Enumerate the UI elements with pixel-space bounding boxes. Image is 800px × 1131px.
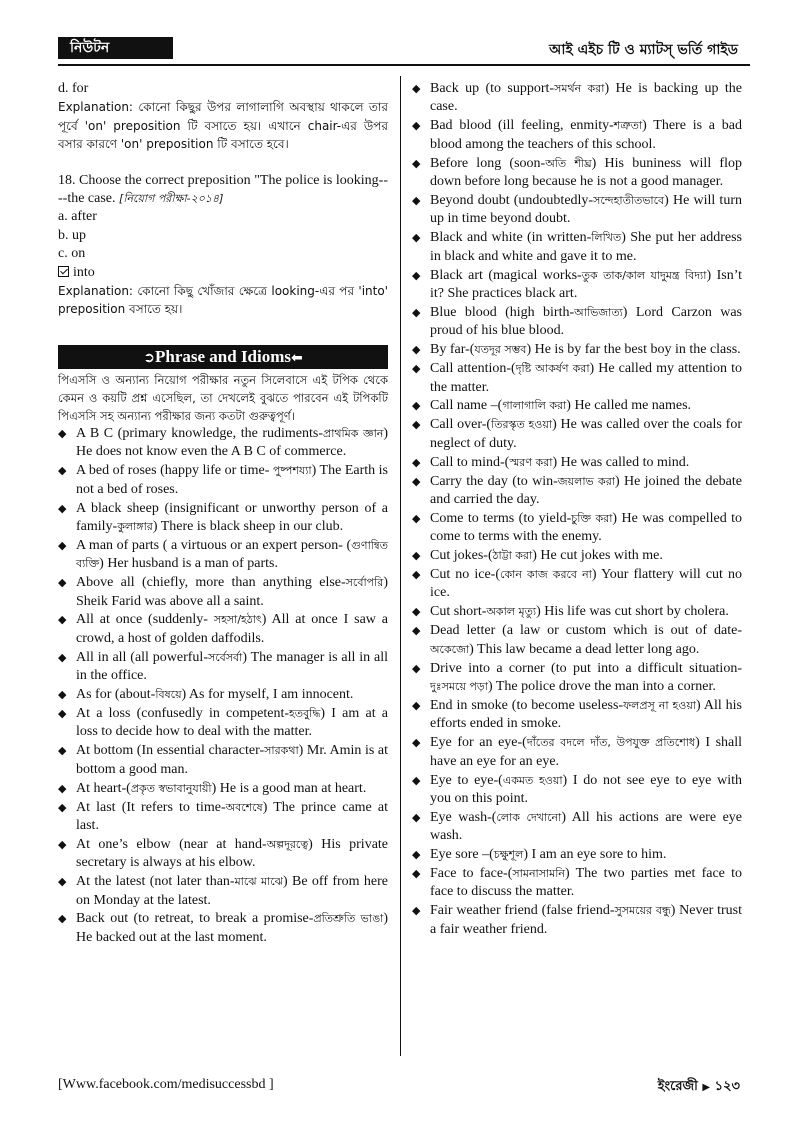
idiom-item: ◆ At one’s elbow (near at hand-অল্পদূরত্বে) His private secretary is always at his elbow. <box>58 836 389 871</box>
q18-explanation: Explanation: কোনো কিছু খোঁজার ক্ষেত্রে looking-এর পর 'into' preposition বসাতে হয়। <box>58 284 388 317</box>
q17-answer: d. for <box>58 81 89 96</box>
idiom-item: ◆ Eye sore –(চক্ষুশূল) I am an eye sore to him. <box>412 846 742 864</box>
question-17-block <box>58 80 388 154</box>
diamond-bullet-icon: ◆ <box>58 781 67 795</box>
section-title: Phrase and Idioms <box>154 346 292 366</box>
idiom-item: ◆ A black sheep (insignificant or unworthy person of a family-কুলাঙ্গার) There is black sheep in our club. <box>58 500 388 534</box>
idiom-item: ◆ At a loss (confusedly in competent-হতবুদ্ধি) I am at a loss to decide how to deal with the matter. <box>58 705 389 740</box>
idiom-item: ◆ Fair weather friend (false friend-সুসময়ের বন্ধু) Never trust a fair weather friend. <box>412 903 742 937</box>
idiom-item: ◆ Call to mind-(স্মরণ করা) He was called to mind. <box>412 454 742 472</box>
question-18-block <box>58 172 388 319</box>
diamond-bullet-icon: ◆ <box>58 426 67 440</box>
idiom-item: ◆ Drive into a corner (to put into a difficult situation-দুঃসময়ে পড়া) The police drove the man into a corner. <box>412 660 742 694</box>
diamond-bullet-icon: ◆ <box>412 698 421 712</box>
diamond-bullet-icon: ◆ <box>58 613 67 627</box>
idiom-item: ◆ Cut jokes-(ঠাট্টা করা) He cut jokes with me. <box>412 547 742 565</box>
q18-option-d <box>58 264 388 282</box>
header-guide-title: আই এইচ টি ও ম্যাটস্ ভর্তি গাইড <box>549 42 738 58</box>
idiom-item: ◆ Face to face-(সামনাসামনি) The two parties met face to face to discuss the matter. <box>412 866 742 900</box>
q18-source: [নিয়োগ পরীক্ষা-২০১৪] <box>119 192 224 206</box>
section-intro: পিএসসি ও অন্যান্য নিয়োগ পরীক্ষার নতুন সিলেবাসে এই টপিক থেকে কেমন ও কয়টি প্রশ্ন এসেছিল, তা দেখলেই বুঝতে পারবেন এই টপিকটি পিএসসি সহ অন্যান্য পরীক্ষার জন্য কতটা গুরুত্বপূর্ণ। <box>58 372 388 423</box>
diamond-bullet-icon: ◆ <box>412 773 421 787</box>
idiom-item: ◆ Cut short-অকাল মৃত্যু) His life was cut short by cholera. <box>412 603 742 621</box>
diamond-bullet-icon: ◆ <box>58 464 67 478</box>
diamond-bullet-icon: ◆ <box>412 156 421 170</box>
idiom-item: ◆ At the latest (not later than-মাঝে মাঝে) Be off from here on Monday at the latest. <box>58 874 388 908</box>
idiom-list-right <box>412 80 742 939</box>
q18-question <box>58 172 388 209</box>
diamond-bullet-icon: ◆ <box>58 744 67 758</box>
idiom-item: ◆ All in all (all powerful-সর্বেসর্বা) The manager is all in all in the office. <box>58 649 388 684</box>
idiom-item: ◆ Call over-(তিরস্কৃত হওয়া) He was called over the coals for neglect of duty. <box>412 417 742 451</box>
q18-question-text: 18. Choose the correct preposition "The police is looking----the case. <box>58 172 388 207</box>
diamond-bullet-icon: ◆ <box>412 455 421 469</box>
diamond-bullet-icon: ◆ <box>412 343 421 357</box>
diamond-bullet-icon: ◆ <box>412 231 421 245</box>
diamond-bullet-icon: ◆ <box>58 800 67 814</box>
header-divider <box>58 64 750 66</box>
diamond-bullet-icon: ◆ <box>58 501 67 515</box>
diamond-bullet-icon: ◆ <box>412 399 421 413</box>
column-divider <box>400 76 401 1056</box>
idiom-item: ◆ Beyond doubt (undoubtedly-সন্দেহাতীতভাবে) He will turn up in time beyond doubt. <box>412 192 742 227</box>
idiom-item: ◆ All at once (suddenly- সহসা/হঠাৎ) All at once I saw a crowd, a host of golden daffodils. <box>58 612 389 646</box>
diamond-bullet-icon: ◆ <box>412 119 421 133</box>
idiom-item: ◆ At bottom (In essential character-সারকথা) Mr. Amin is at bottom a good man. <box>58 743 388 777</box>
arrow-left-icon: ⬅ <box>291 349 303 366</box>
diamond-bullet-icon: ◆ <box>412 193 421 207</box>
q18-option-a: a. after <box>58 209 97 225</box>
diamond-bullet-icon: ◆ <box>58 875 67 889</box>
idiom-list-left <box>58 425 388 947</box>
idiom-item: ◆ Carry the day (to win-জয়লাভ করা) He joined the debate and carried the day. <box>412 473 742 507</box>
diamond-bullet-icon: ◆ <box>58 912 67 926</box>
arrow-right-icon: ➲ <box>143 349 155 366</box>
idiom-item: ◆ Cut no ice-(কোন কাজ করবে না) Your flattery will cut no ice. <box>412 567 742 601</box>
left-column <box>58 80 388 948</box>
idiom-item: ◆ At heart-(প্রকৃত স্বভাবানুযায়ী) He is a good man at heart. <box>58 780 388 798</box>
idiom-item: ◆ A bed of roses (happy life or time- পুষ্পশয্যা) The Earth is not a bed of roses. <box>58 463 388 497</box>
diamond-bullet-icon: ◆ <box>412 305 421 319</box>
idiom-item: ◆ Black and white (in written-লিখিত) She put her address in black and white and gave it to me. <box>412 230 742 264</box>
idiom-item: ◆ Above all (chiefly, more than anything else-সর্বোপরি) Sheik Farid was above all a saint. <box>58 575 388 609</box>
section-title-bar <box>58 345 388 369</box>
footer-subject: ইংরেজী <box>657 1079 698 1094</box>
q17-explanation: Explanation: কোনো কিছুর উপর লাগালাগি অবস্থায় থাকলে তার পূর্বে 'on' preposition টি বসাতে হয়। এখানে chair-এর উপর বসার কারণে 'on' preposition টি বসাতে হবে। <box>58 100 388 152</box>
q18-option-d-label: into <box>73 264 95 280</box>
diamond-bullet-icon: ◆ <box>412 268 421 282</box>
idiom-item: ◆ Black art (magical works-তুক তাক/কাল যাদুমন্ত্র বিদ্যা) Isn’t it? She practices black art. <box>412 267 742 301</box>
diamond-bullet-icon: ◆ <box>58 538 67 552</box>
diamond-bullet-icon: ◆ <box>412 810 421 824</box>
idiom-item: ◆ Call name –(গালাগালি করা) He called me names. <box>412 397 742 415</box>
diamond-bullet-icon: ◆ <box>58 650 67 664</box>
diamond-bullet-icon: ◆ <box>58 706 67 720</box>
diamond-bullet-icon: ◆ <box>412 549 421 563</box>
diamond-bullet-icon: ◆ <box>58 837 67 851</box>
diamond-bullet-icon: ◆ <box>412 624 421 638</box>
diamond-bullet-icon: ◆ <box>412 568 421 582</box>
q18-option-c: c. on <box>58 246 86 262</box>
diamond-bullet-icon: ◆ <box>412 418 421 432</box>
idiom-item: ◆ Come to terms (to yield-চুক্তি করা) He was compelled to come to terms with the enemy. <box>412 510 742 545</box>
idiom-item: ◆ Bad blood (ill feeling, enmity-শত্রুতা) There is a bad blood among the teachers of this school. <box>412 118 742 152</box>
idiom-item: ◆ End in smoke (to become useless-ফলপ্রসূ না হওয়া) All his efforts ended in smoke. <box>412 697 742 732</box>
check-mark-icon <box>58 266 69 277</box>
idiom-item: ◆ Before long (soon-অতি শীঘ্র) His buniness will flop down before long because he is not a good manager. <box>412 155 742 190</box>
footer-facebook-link[interactable]: [Www.facebook.com/medisuccessbd ] <box>58 1077 274 1092</box>
idiom-item: ◆ Eye to eye-(একমত হওয়া) I do not see eye to eye with you on this point. <box>412 772 742 806</box>
diamond-bullet-icon: ◆ <box>412 848 421 862</box>
diamond-bullet-icon: ◆ <box>412 82 421 95</box>
diamond-bullet-icon: ◆ <box>58 688 67 702</box>
idiom-item: ◆ Eye wash-(লোক দেখানো) All his actions are were eye wash. <box>412 809 742 844</box>
idiom-item: ◆ As for (about-বিষয়ে) As for myself, I am innocent. <box>58 686 388 704</box>
q18-option-b: b. up <box>58 227 86 243</box>
idiom-item: ◆ Call attention-(দৃষ্টি আকর্ষণ করা) He called my attention to the matter. <box>412 361 742 395</box>
page-number: ১২৩ <box>714 1079 740 1094</box>
diamond-bullet-icon: ◆ <box>412 867 421 881</box>
diamond-bullet-icon: ◆ <box>412 511 421 525</box>
diamond-bullet-icon: ◆ <box>58 576 67 590</box>
right-column <box>412 80 742 940</box>
idiom-item: ◆ By far-(যতদূর সম্ভব) He is by far the best boy in the class. <box>412 341 742 359</box>
idiom-item: ◆ A man of parts ( a virtuous or an expert person- (গুণান্বিত ব্যক্তি) Her husband is a man of parts. <box>58 537 388 572</box>
idiom-item: ◆ Blue blood (high birth-আভিজাত্য) Lord Carzon was proud of his blue blood. <box>412 304 742 339</box>
idiom-item: ◆ At last (It refers to time-অবশেষে) The prince came at last. <box>58 799 388 833</box>
idiom-item: ◆ Eye for an eye-(দাঁতের বদলে দাঁত, উপযুক্ত প্রতিশোধ) I shall have an eye for an eye. <box>412 735 743 769</box>
footer-page-info <box>658 1077 740 1098</box>
diamond-bullet-icon: ◆ <box>412 362 421 376</box>
diamond-bullet-icon: ◆ <box>412 605 421 619</box>
idiom-item: ◆ Dead letter (a law or custom which is out of date-অকেজো) This law became a dead letter long ago. <box>412 623 742 657</box>
diamond-bullet-icon: ◆ <box>412 736 421 750</box>
idiom-item: ◆ A B C (primary knowledge, the rudiments-প্রাথমিক জ্ঞান) He does not know even the A B C of commerce. <box>58 425 388 460</box>
idiom-item: ◆ Back up (to support-সমর্থন করা) He is backing up the case. <box>412 81 743 115</box>
diamond-bullet-icon: ◆ <box>412 661 421 675</box>
header-brand-badge <box>58 37 173 59</box>
diamond-bullet-icon: ◆ <box>412 904 421 918</box>
header-brand: নিউটন <box>70 40 110 56</box>
play-arrow-icon: ▶ <box>702 1082 711 1093</box>
idiom-item: ◆ Back out (to retreat, to break a promise-প্রতিশ্রুতি ভাঙা) He backed out at the last moment. <box>58 911 388 945</box>
diamond-bullet-icon: ◆ <box>412 474 421 488</box>
